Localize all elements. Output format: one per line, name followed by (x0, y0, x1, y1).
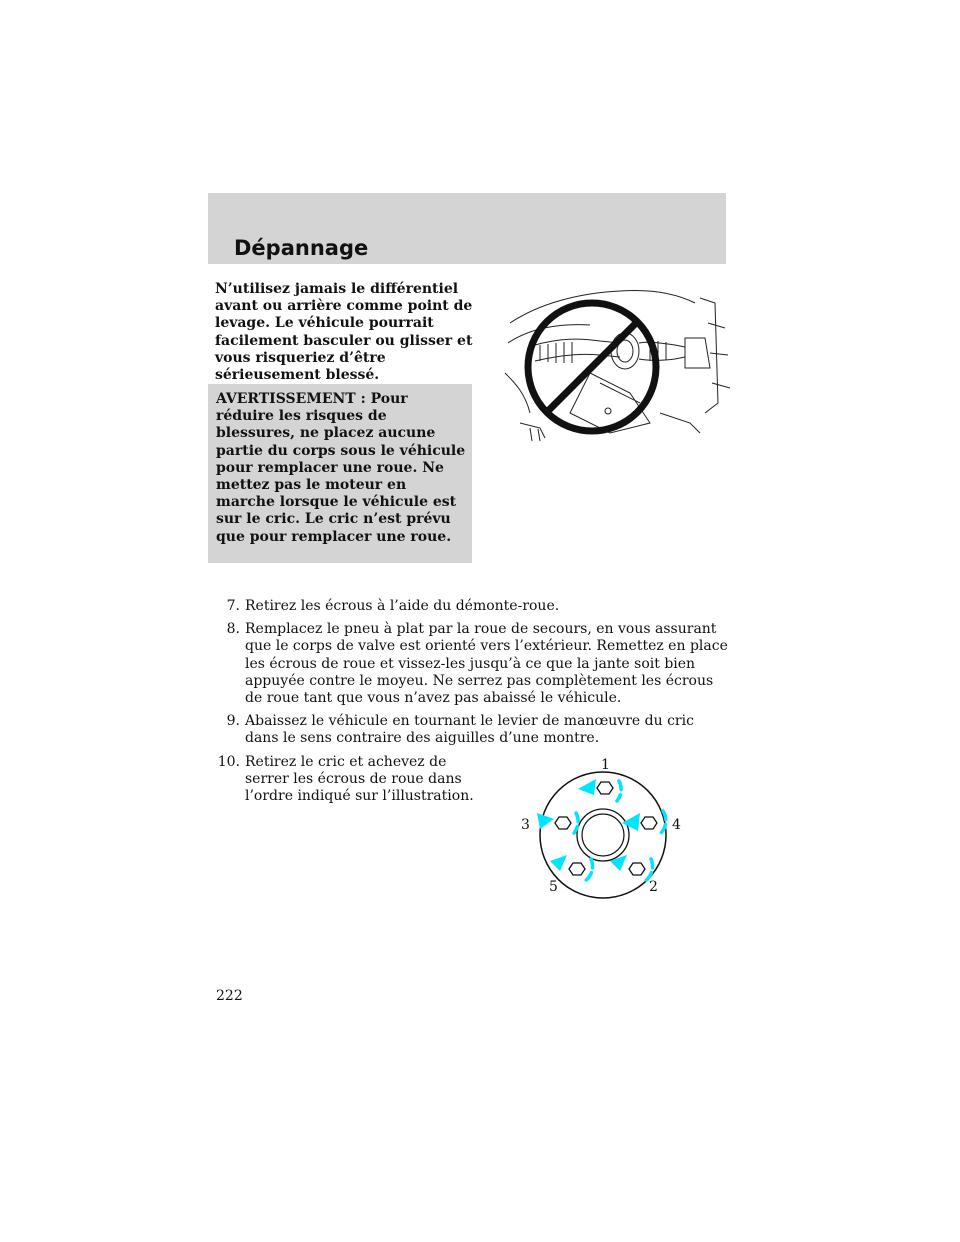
no-differential-lifting-illustration (500, 283, 734, 443)
lug-nut-2 (629, 863, 645, 875)
step-text: Retirez le cric et achevez de serrer les écrous de roue dans l’ordre indiqué sur l’illustration. (245, 753, 474, 805)
step-number: 9. (226, 713, 240, 730)
hub-outer (577, 809, 629, 861)
arrow-2 (610, 855, 627, 871)
label-4: 4 (672, 817, 681, 833)
page-number: 222 (216, 988, 243, 1004)
lug-nut-5 (569, 863, 585, 875)
step-text: Abaissez le véhicule en tournant le levier de manœuvre du cric dans le sens contraire des aiguilles d’une montre. (245, 713, 694, 747)
lug-nut-1 (597, 782, 613, 794)
step-number: 8. (226, 621, 240, 638)
step-item (208, 621, 728, 707)
lug-nut-3 (555, 817, 571, 829)
arrow-5 (550, 855, 567, 871)
hub-inner (582, 814, 624, 856)
warning-text: AVERTISSEMENT : Pour réduire les risques de blessures, ne placez aucune partie du corps sous le véhicule pour remplacer une roue. Ne mettez pas le moteur en marche lorsque le véhicule est sur le cric. Le cric n’est prévu que pour remplacer une roue. (216, 391, 466, 545)
step-item (208, 713, 728, 747)
label-2: 2 (649, 879, 658, 895)
arrow-3 (537, 813, 554, 829)
lug-nut-4 (641, 817, 657, 829)
section-title: Dépannage (234, 236, 369, 260)
arrow-1 (578, 779, 596, 795)
step-number: 7. (226, 598, 240, 614)
label-1: 1 (601, 757, 610, 773)
arrow-4 (622, 813, 640, 831)
step-item (208, 598, 728, 615)
intro-paragraph: N’utilisez jamais le différentiel avant ou arrière comme point de levage. Le véhicule pourrait facilement basculer ou glisser et vous risqueriez d’être sérieusement blessé. (215, 281, 473, 384)
step-number: 10. (217, 753, 240, 770)
step-text: Retirez les écrous à l’aide du démonte-roue. (245, 598, 560, 614)
label-3: 3 (521, 817, 530, 833)
step-text: Remplacez le pneu à plat par la roue de secours, en vous assurant que le corps de valve est orienté vers l’extérieur. Remettez en place les écrous de roue et vissez-les jusqu’à ce que la jante soit bien appuyée contre le moyeu. Ne serrez pas complètement les écrous de roue tant que vous n’avez pas abaissé le véhicule. (245, 621, 728, 707)
label-5: 5 (549, 879, 558, 895)
lug-nut-sequence-diagram (512, 753, 688, 903)
